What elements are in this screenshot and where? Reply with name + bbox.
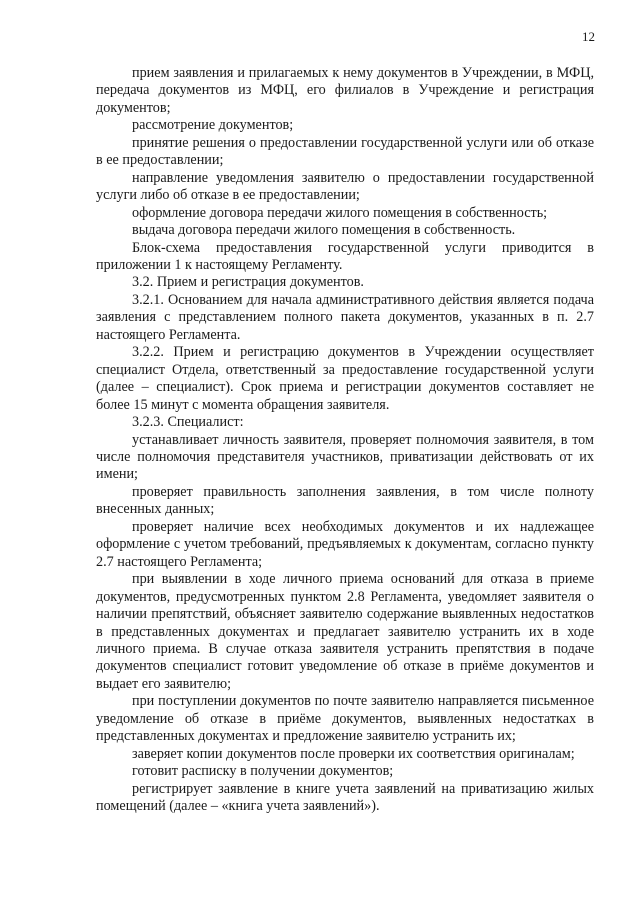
paragraph: оформление договора передачи жилого помещения в собственность; <box>132 204 548 221</box>
paragraph: рассмотрение документов; <box>132 117 294 134</box>
paragraph: 3.2.1. Основанием для начала административного действия является подача заявления с представлением полного пакета документов, указанных в п. 2.7 настоящего Регламента. <box>96 291 594 343</box>
section-heading: 3.2. Прием и регистрация документов. <box>132 274 364 291</box>
paragraph: устанавливает личность заявителя, проверяет полномочия заявителя, в том числе полномочия представителя участников, приватизации действовать от их имени; <box>96 431 594 483</box>
page-number: 12 <box>582 29 595 44</box>
paragraph: готовит расписку в получении документов; <box>132 763 394 780</box>
paragraph: проверяет правильность заполнения заявления, в том числе полноту внесенных данных; <box>96 483 594 518</box>
paragraph: принятие решения о предоставлении государственной услуги или об отказе в ее предоставлении; <box>96 134 594 169</box>
paragraph: при поступлении документов по почте заявителю направляется письменное уведомление об отказе в приёме документов, выявленных недостатках в представленных документах и предложение заявителю устранить их; <box>96 693 594 745</box>
paragraph: направление уведомления заявителю о предоставлении государственной услуги либо об отказе в ее предоставлении; <box>96 169 594 204</box>
paragraph: выдача договора передачи жилого помещения в собственность. <box>132 222 516 239</box>
paragraph: 3.2.2. Прием и регистрацию документов в Учреждении осуществляет специалист Отдела, ответственный за предоставление государственной услуги (далее – специалист). Срок приема и регистрации документов составляет не более 15 минут с момента обращения заявителя. <box>96 344 594 413</box>
document-body <box>96 65 594 815</box>
paragraph: проверяет наличие всех необходимых документов и их надлежащее оформление с учетом требований, предъявляемых к документам, согласно пункту 2.7 настоящего Регламента; <box>96 518 594 570</box>
paragraph: регистрирует заявление в книге учета заявлений на приватизацию жилых помещений (далее – «книга учета заявлений»). <box>96 780 594 815</box>
paragraph: при выявлении в ходе личного приема оснований для отказа в приеме документов, предусмотренных пунктом 2.8 Регламента, уведомляет заявителя о наличии препятствий, объясняет заявителю содержание выявленных недостатков в представленных документах и предлагает заявителю устранить их в ходе личного приема. В случае отказа заявителя устранить препятствия в подаче документов специалист готовит уведомление об отказе в приёме документов и выдает его заявителю; <box>96 571 594 692</box>
paragraph: прием заявления и прилагаемых к нему документов в Учреждении, в МФЦ, передача документов из МФЦ, его филиалов в Учреждение и регистрация документов; <box>96 65 594 116</box>
paragraph: заверяет копии документов после проверки их соответствия оригиналам; <box>132 745 575 762</box>
paragraph: 3.2.3. Специалист: <box>132 414 244 431</box>
paragraph: Блок-схема предоставления государственной услуги приводится в приложении 1 к настоящему Регламенту. <box>96 239 594 273</box>
